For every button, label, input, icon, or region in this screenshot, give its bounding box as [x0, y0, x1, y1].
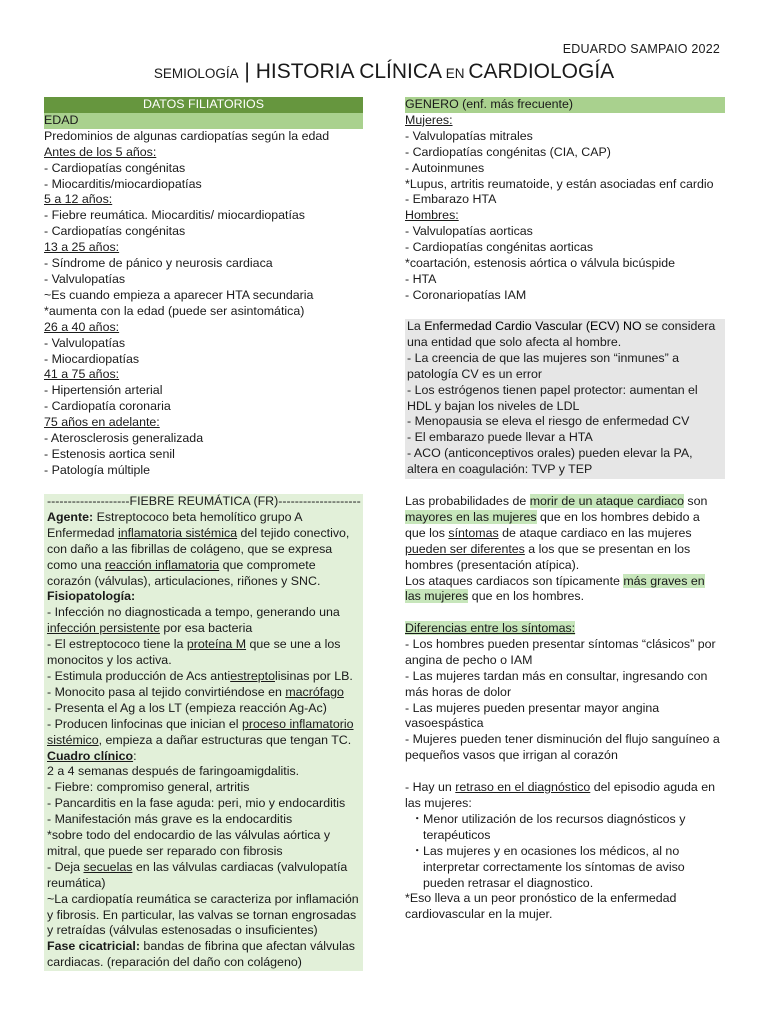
probabilidades-section [405, 494, 725, 605]
text-line: corazón (válvulas), articulaciones, riñones y SNC. [47, 573, 321, 588]
text-line: reumática) [47, 875, 106, 890]
fiebre-reumatica-section [44, 494, 363, 971]
text-line: *sobre todo del endocardio de las válvulas aórtica y [47, 828, 331, 843]
text-run: se considera [641, 319, 716, 333]
text-line: vasoespástica [405, 716, 484, 731]
text-run: : [133, 748, 137, 763]
hombres-line: - HTA [405, 271, 437, 286]
title-historia: HISTORIA CLÍNICA [255, 60, 443, 83]
text-line: monocitos y los activa. [47, 653, 172, 668]
text-line: - Las mujeres pueden presentar mayor angina [405, 700, 660, 715]
text-line: - Infección no diagnosticada a tempo, generando una [47, 605, 340, 620]
text-run: - Deja [47, 859, 84, 874]
text-run: estrepto [230, 668, 275, 683]
highlight-run: las mujeres [405, 589, 469, 604]
text-line: una entidad que solo afecta al hombre. [407, 334, 622, 349]
highlight-run: mayores en las mujeres [405, 509, 537, 524]
text-run: inflamatoria sistémica [117, 525, 238, 540]
ecv-section [405, 319, 725, 479]
edad-subheading: 5 a 12 años: [44, 192, 113, 207]
text-line: - La creencia de que las mujeres son “inmunes” a [407, 350, 680, 365]
text-run: lisinas por LB. [274, 668, 353, 683]
page-title [0, 60, 768, 84]
hombres-line: - Valvulopatías aorticas [405, 224, 533, 239]
edad-line: - Valvulopatías [44, 335, 126, 350]
text-line: - Fiebre: compromiso general, artritis [47, 780, 250, 795]
highlight-run: morir de un ataque cardiaco [529, 494, 684, 508]
text-line: HDL y bajan los niveles de LDL [407, 398, 580, 413]
edad-section [44, 97, 363, 479]
text-run: , empieza a dañar estructuras que tengan TC. [98, 732, 352, 747]
text-run: sistémico [47, 732, 99, 747]
cuadro-clinico-label: Cuadro clínico [47, 748, 134, 763]
text-line: - Los estrógenos tienen papel protector: aumentan el [407, 382, 698, 397]
text-run: Estreptococo beta hemolítico grupo A [93, 509, 303, 524]
edad-line: - Aterosclerosis generalizada [44, 431, 204, 446]
text-run: que en los hombres. [468, 589, 585, 604]
bullet-text: pueden retrasar el diagnostico. [423, 875, 594, 890]
mujeres-line: - Valvulopatías mitrales [405, 128, 533, 143]
text-line: y fibrosis. En particular, las valvas se tornan engrosadas [47, 907, 357, 922]
text-line: *Eso lleva a un peor pronóstico de la enfermedad [405, 891, 677, 906]
genero-header: GENERO (enf. más frecuente) [405, 97, 725, 113]
ecv-highlight: Enfermedad Cardio Vascular (ECV) NO [424, 319, 642, 333]
hombres-line: *coartación, estenosis aórtica o válvula bicúspide [405, 256, 675, 271]
text-run: - Estimula producción de Acs anti [47, 668, 231, 683]
text-line: mitral, que puede ser reparado con fibrosis [47, 843, 283, 858]
text-run: reacción inflamatoria [104, 557, 220, 572]
fisiopatologia-label: Fisiopatología: [47, 589, 136, 604]
text-line: más horas de dolor [405, 684, 512, 699]
text-line: las mujeres: [405, 795, 472, 810]
highlight-run: más graves en [623, 573, 705, 588]
bullet-icon: ・ [411, 811, 424, 826]
genero-section [405, 97, 725, 304]
bullet-text: interpretar correctamente los síntomas de aviso [423, 859, 685, 874]
text-run: Los ataques cardiacos son típicamente [405, 573, 624, 588]
text-line: y retraídas (válvulas estenosadas o insuficientes) [47, 923, 318, 938]
text-run: - Monocito pasa al tejido convirtiéndose en [47, 684, 286, 699]
text-run: de ataque cardiaco en las mujeres [498, 525, 692, 540]
text-line: - Manifestación más grave es la endocarditis [47, 812, 293, 827]
hombres-line: - Coronariopatías IAM [405, 287, 527, 302]
text-run: infección persistente [47, 621, 160, 636]
edad-subheading: Antes de los 5 años: [44, 144, 157, 159]
text-line: hombres (presentación atípica). [405, 557, 580, 572]
fase-cicatricial-label: Fase cicatricial: [47, 939, 140, 954]
text-run: secuelas [83, 859, 133, 874]
agente-label: Agente: [47, 509, 94, 524]
mujeres-line: *Lupus, artritis reumatoide, y están asociadas enf cardio [405, 176, 714, 191]
edad-line: - Hipertensión arterial [44, 383, 163, 398]
text-line: - Mujeres pueden tener disminución del flujo sanguíneo a [405, 732, 720, 747]
text-run: - Producen linfocinas que inician el [47, 716, 242, 731]
title-en: EN [442, 66, 469, 81]
text-run: retraso en el diagnóstico [455, 780, 591, 795]
text-line: cardiacas. (reparación del daño con colágeno) [47, 955, 302, 970]
datos-filiatorios-header: DATOS FILIATORIOS [44, 97, 363, 113]
edad-line: *aumenta con la edad (puede ser asintomática) [44, 303, 305, 318]
edad-line: ~Es cuando empieza a aparecer HTA secundaria [44, 287, 314, 302]
author-label: EDUARDO SAMPAIO 2022 [562, 42, 720, 56]
text-run: pueden ser diferentes [405, 541, 525, 556]
edad-subheading: 26 a 40 años: [44, 319, 120, 334]
text-run: bandas de fibrina que afectan válvulas [139, 939, 355, 954]
text-run: síntomas [448, 525, 499, 540]
retraso-bullet-list [405, 812, 725, 892]
text-run: Las probabilidades de [405, 494, 530, 508]
text-line: patología CV es un error [407, 366, 542, 381]
text-line: - Pancarditis en la fase aguda: peri, mio y endocarditis [47, 796, 346, 811]
text-run: del tejido conectivo, [237, 525, 350, 540]
text-line: ~La cardiopatía reumática se caracteriza por inflamación [47, 891, 359, 906]
mujeres-label: Mujeres: [405, 112, 453, 127]
text-line: con daño a las fibrillas de colágeno, que se expresa [47, 541, 333, 556]
text-line: - Los hombres pueden presentar síntomas “clásicos” por [405, 636, 716, 651]
bullet-icon: ・ [411, 843, 424, 858]
edad-line: - Miocardiopatías [44, 351, 140, 366]
text-line: angina de pecho o IAM [405, 652, 533, 667]
text-line: - Menopausia se eleva el riesgo de enfermedad CV [407, 414, 690, 429]
diferencias-title: Diferencias entre los síntomas: [405, 621, 576, 635]
edad-subheading: 75 años en adelante: [44, 415, 160, 430]
text-line: pequeños vasos que irrigan al corazón [405, 748, 618, 763]
text-line: cardiovascular en la mujer. [405, 907, 553, 922]
text-run: que se une a los [246, 637, 341, 652]
text-run: son [683, 494, 708, 508]
fiebre-title: --------------------FIEBRE REUMÁTICA (FR)-------------------- [47, 494, 361, 508]
text-run: Enfermedad [47, 525, 118, 540]
edad-line: - Cardiopatías congénitas [44, 224, 186, 239]
text-line: - Las mujeres tardan más en consultar, ingresando con [405, 668, 708, 683]
text-line: altera en coagulación: TVP y TEP [407, 462, 593, 477]
title-separator: | [238, 60, 256, 83]
mujeres-line: - Autoinmunes [405, 160, 485, 175]
mujeres-line: - Cardiopatías congénitas (CIA, CAP) [405, 144, 611, 159]
edad-line: - Valvulopatías [44, 271, 126, 286]
edad-subheading: 13 a 25 años: [44, 240, 120, 255]
edad-line: - Cardiopatías congénitas [44, 160, 186, 175]
edad-line: - Cardiopatía coronaria [44, 399, 171, 414]
text-run: que los [405, 525, 449, 540]
text-run: macrófago [285, 684, 344, 699]
title-cardiologia: CARDIOLOGÍA [468, 60, 615, 83]
edad-line: - Miocarditis/miocardiopatías [44, 176, 202, 191]
hombres-label: Hombres: [405, 208, 459, 223]
text-run: por esa bacteria [159, 621, 253, 636]
bullet-text: Menor utilización de los recursos diagnósticos y [423, 811, 686, 826]
diferencias-section [405, 621, 725, 923]
text-run: proceso inflamatorio [241, 716, 354, 731]
bullet-text: terapéuticos [423, 827, 491, 842]
text-line: - ACO (anticonceptivos orales) pueden elevar la PA, [407, 446, 693, 461]
text-run: que compromete [219, 557, 316, 572]
text-run: en las válvulas cardiacas (valvulopatía [132, 859, 348, 874]
hombres-line: - Cardiopatías congénitas aorticas [405, 240, 594, 255]
text-run: - El estreptococo tiene la [47, 637, 187, 652]
edad-subheading: 41 a 75 años: [44, 367, 120, 382]
text-run: que en los hombres debido a [536, 509, 700, 524]
edad-line: - Patología múltiple [44, 462, 151, 477]
text-line: - Presenta el Ag a los LT (empieza reacción Ag-Ac) [47, 700, 327, 715]
text-run: a los que se presentan en los [524, 541, 691, 556]
text-run: La [407, 319, 425, 333]
edad-line: - Síndrome de pánico y neurosis cardiaca [44, 256, 273, 271]
title-semiologia: SEMIOLOGÍA [153, 66, 239, 81]
text-run: proteína M [186, 637, 247, 652]
text-line: 2 a 4 semanas después de faringoamigdalitis. [47, 764, 300, 779]
edad-line: - Estenosis aortica senil [44, 446, 175, 461]
text-run: - Hay un [405, 780, 456, 795]
bullet-text: Las mujeres y en ocasiones los médicos, al no [423, 843, 680, 858]
text-run: como una [47, 557, 105, 572]
text-run: del episodio aguda en [590, 780, 715, 795]
edad-line: Predominios de algunas cardiopatías según la edad [44, 128, 330, 143]
edad-line: - Fiebre reumática. Miocarditis/ miocardiopatías [44, 208, 305, 223]
mujeres-line: - Embarazo HTA [405, 192, 497, 207]
text-line: - El embarazo puede llevar a HTA [407, 430, 593, 445]
edad-header: EDAD [44, 113, 363, 129]
spacer [405, 764, 725, 780]
